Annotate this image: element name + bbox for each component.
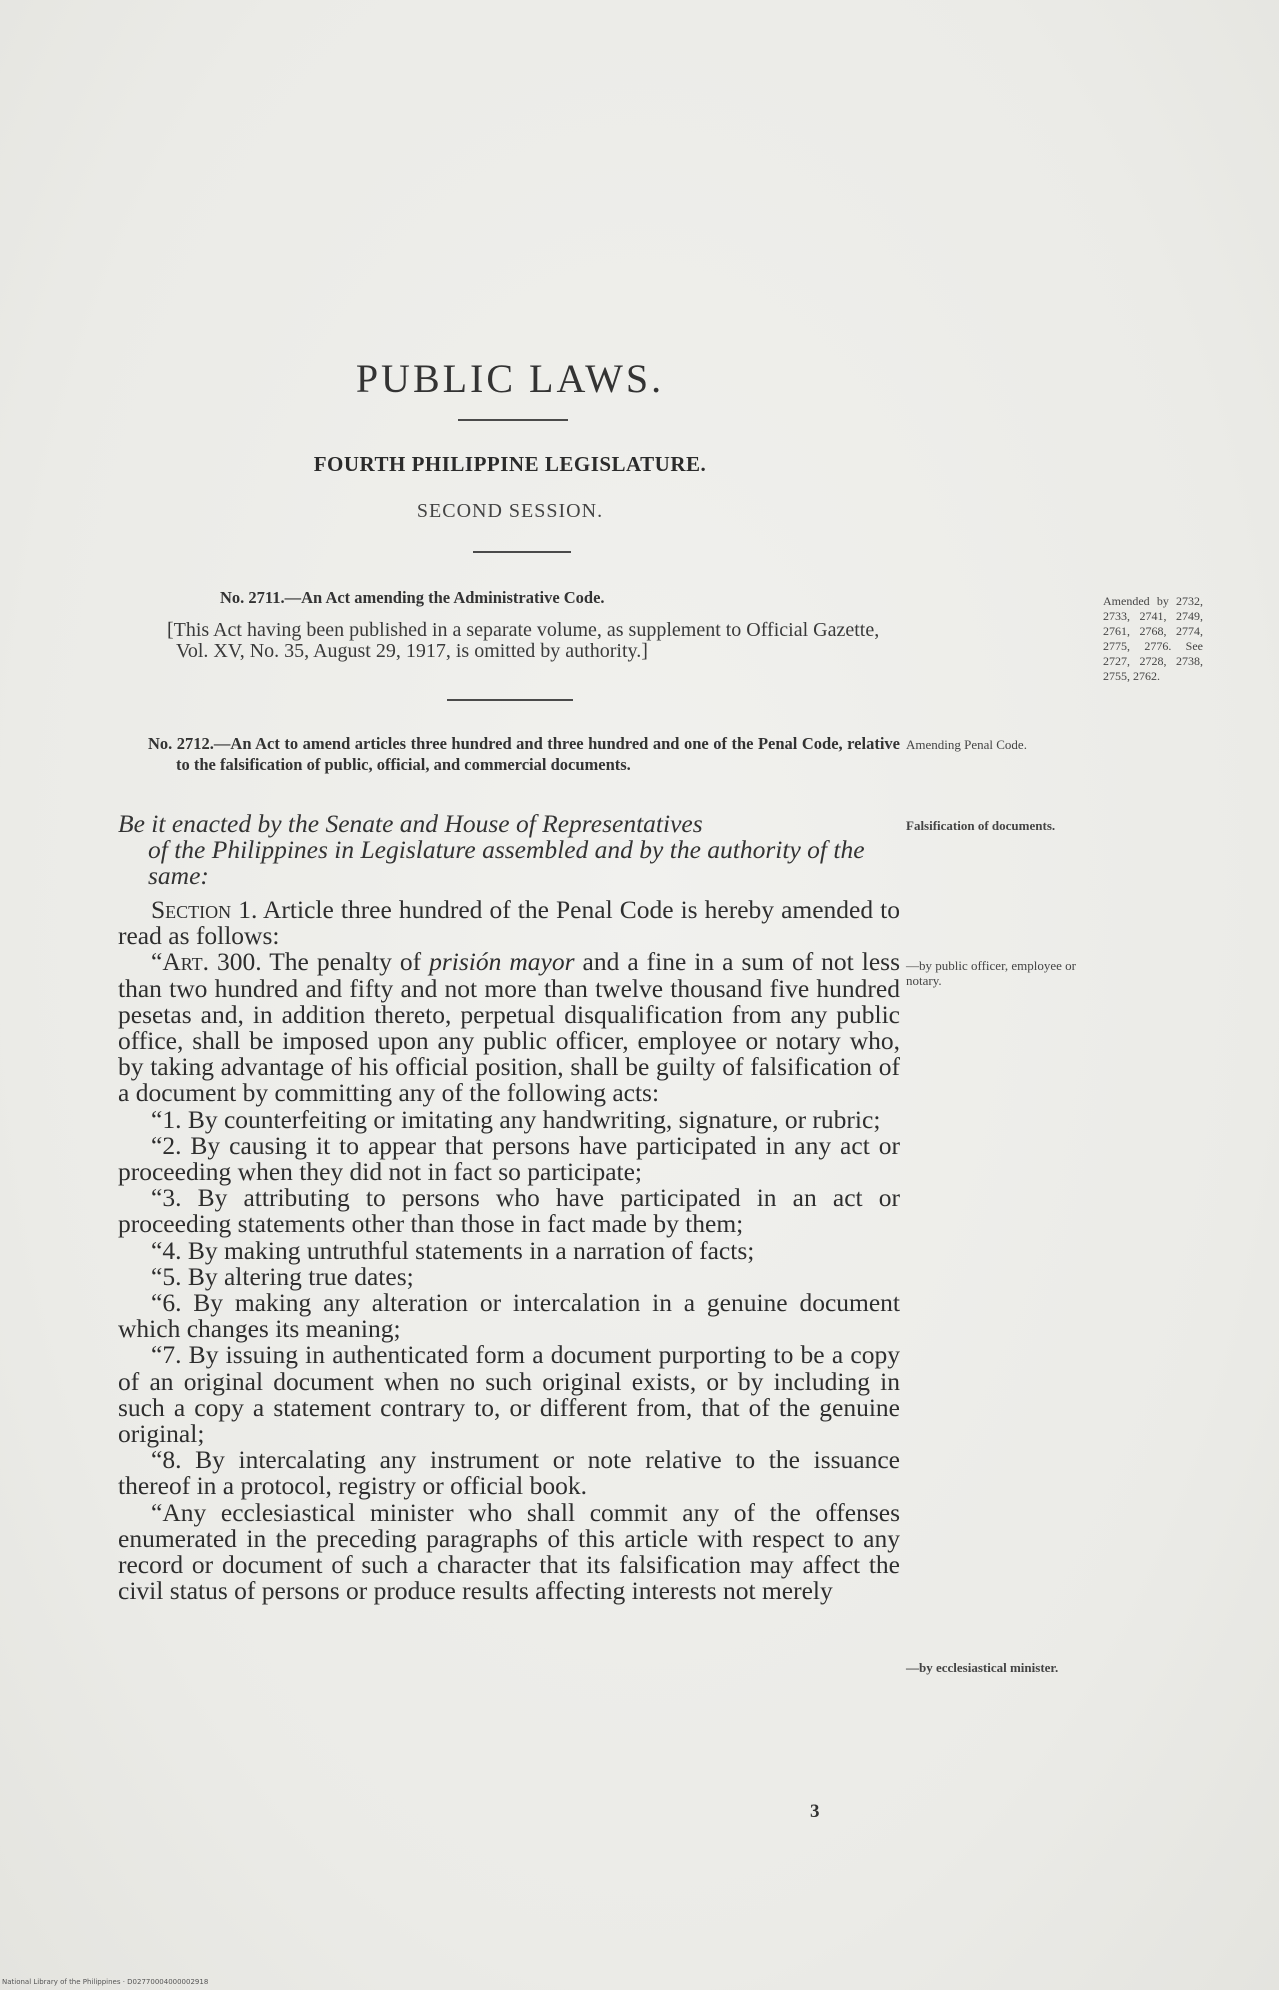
- margin-note-falsification: Falsification of documents.: [906, 818, 1056, 833]
- list-item: “6. By making any alteration or intercalation in a genuine document which changes its meaning;: [118, 1288, 900, 1344]
- article-300-paragraph: [118, 949, 900, 1106]
- margin-note-public-officer: —by public officer, employee or notary.: [906, 958, 1076, 988]
- act-2711-heading: [220, 587, 860, 608]
- article-text-before: 300. The penalty of: [217, 947, 422, 977]
- section-1-text: 1. Article three hundred of the Penal Code is hereby amended to read as follows:: [118, 895, 901, 951]
- list-item: “8. By intercalating any instrument or note relative to the issuance thereof in a protocol, registry or official book.: [118, 1445, 900, 1501]
- list-item: “2. By causing it to appear that persons have participated in any act or proceeding when they did not in fact so participate;: [118, 1130, 900, 1187]
- article-label: “Art.: [151, 947, 210, 977]
- footer-caption: National Library of the Philippines · D02770004000002918: [2, 1978, 209, 1986]
- act-2712-number: No. 2712.: [148, 734, 214, 753]
- list-item: “3. By attributing to persons who have participated in an act or proceeding statements other than those in fact made by them;: [118, 1183, 900, 1239]
- list-item: “1. By counterfeiting or imitating any handwriting, signature, or rubric;: [151, 1104, 881, 1134]
- enacting-clause: [118, 811, 900, 889]
- session-divider: [473, 551, 571, 553]
- legislature-heading: FOURTH PHILIPPINE LEGISLATURE.: [313, 452, 707, 476]
- list-item: “7. By issuing in authenticated form a document purporting to be a copy of an original document when no such original exists, or by including in such a copy a statement contrary to, or different from, that of the genuine original;: [118, 1340, 900, 1449]
- article-text-after: and a fine in a sum of not less than two hundred and fifty and not more than twelve thousand five hundred pesetas and, in addition thereto, perpetual disqualification from any public office, shall be imposed upon any public officer, employee or notary who, by taking advantage of his official position, shall be guilty of falsification of a document by committing any of the following acts:: [118, 947, 901, 1108]
- ecclesiastical-paragraph: “Any ecclesiastical minister who shall commit any of the offenses enumerated in the preceding paragraphs of this article with respect to any record or document of such a character that its falsification may affect the civil status of persons or produce results affecting interests not merely: [118, 1497, 900, 1606]
- act-2711-margin-note: Amended by 2732, 2733, 2741, 2749, 2761, 2768, 2774, 2775, 2776. See 2727, 2728, 2738, 2755, 2762.: [1103, 594, 1203, 683]
- session-heading: SECOND SESSION.: [416, 500, 604, 522]
- act-2711-note: [This Act having been published in a separate volume, as supplement to Official Gazette, Vol. XV, No. 35, August 29, 1917, is omitted by authority.]: [167, 619, 880, 662]
- list-item: “5. By altering true dates;: [151, 1261, 414, 1291]
- title-divider: [458, 419, 568, 421]
- act-2711-title: —An Act amending the Administrative Code.: [284, 588, 605, 607]
- article-italic-term: prisión mayor: [429, 947, 575, 977]
- act-2712-body: [118, 897, 900, 1604]
- act-2712-heading: [148, 733, 900, 775]
- act-2712-title: —An Act to amend articles three hundred and three hundred and one of the Penal Code, relative to the falsification of public, official, and commercial documents.: [176, 734, 900, 774]
- margin-note-ecclesiastical: —by ecclesiastical minister.: [906, 1660, 1059, 1675]
- section-label: Section: [151, 895, 232, 924]
- list-item: “4. By making untruthful statements in a narration of facts;: [151, 1235, 755, 1265]
- page-number: 3: [810, 1801, 820, 1822]
- margin-note-amending: Amending Penal Code.: [906, 737, 1027, 752]
- page-title: PUBLIC LAWS.: [355, 356, 665, 401]
- enacting-clause-line1: Be it enacted by the Senate and House of Representatives: [118, 809, 703, 838]
- act-2711-number: No. 2711.: [220, 588, 285, 607]
- enacting-clause-cont: of the Philippines in Legislature assembled and by the authority of the same:: [148, 835, 865, 890]
- act-2711-divider: [447, 699, 573, 701]
- section-1-paragraph: [118, 897, 900, 949]
